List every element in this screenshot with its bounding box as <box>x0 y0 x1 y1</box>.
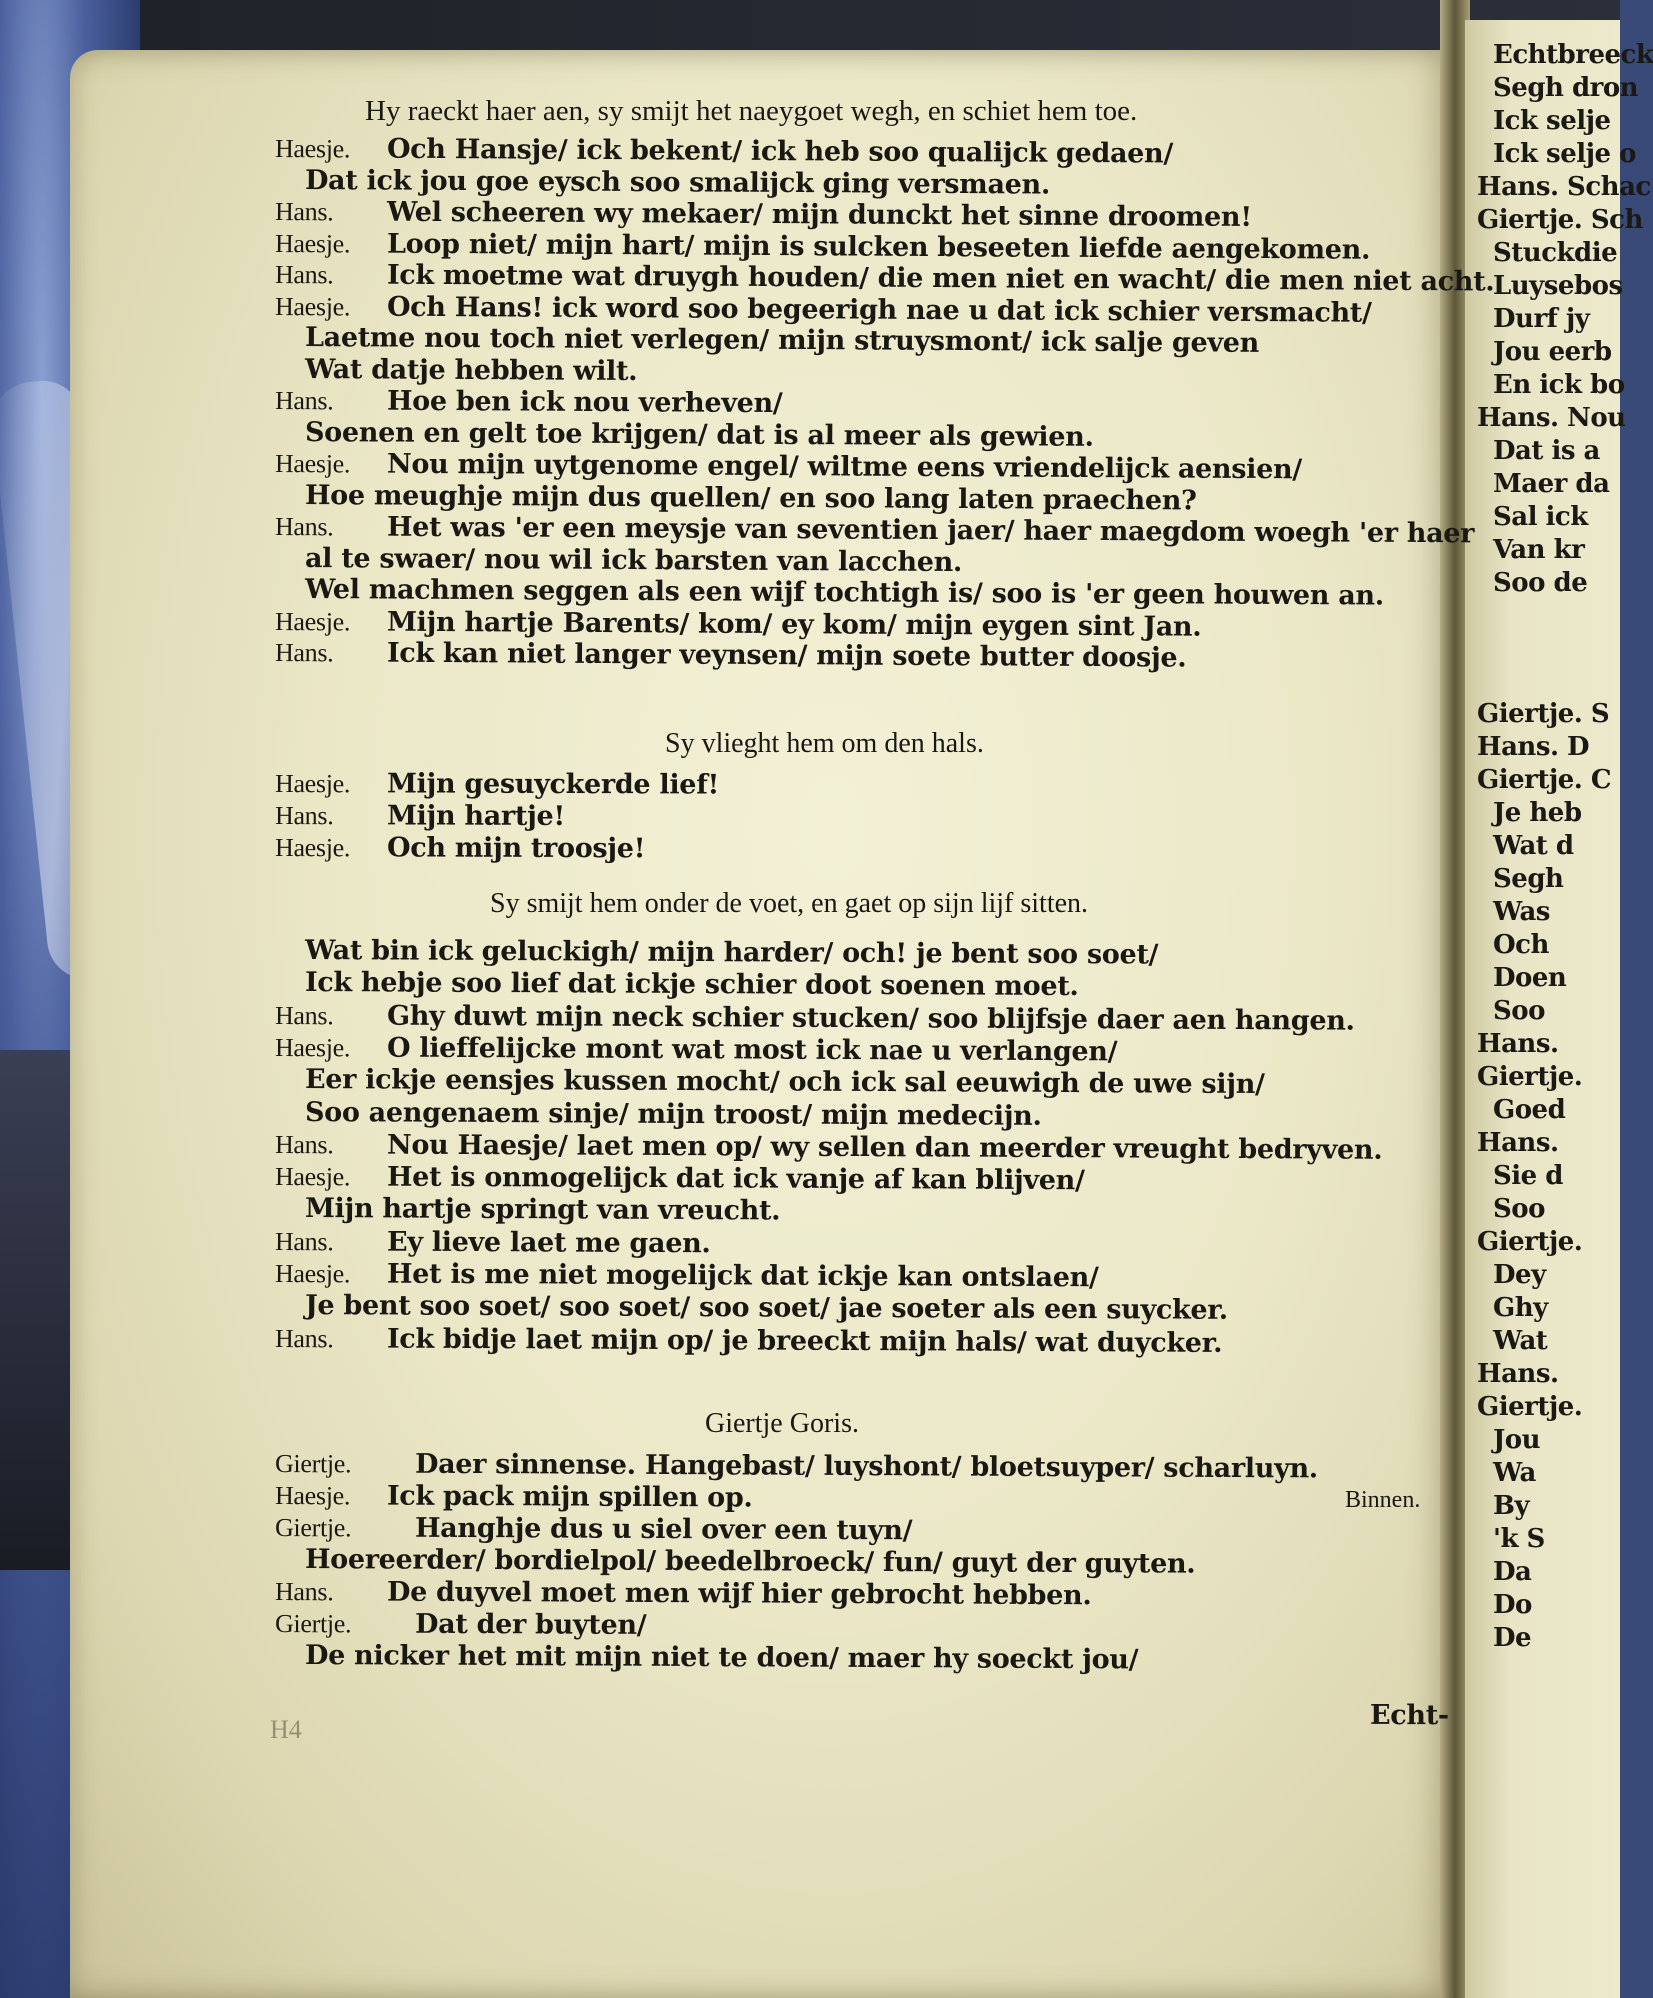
speaker-name: Giertje. <box>274 1609 352 1639</box>
dialogue-line <box>275 1512 912 1546</box>
facing-page-line: Giertje. <box>1477 1062 1583 1092</box>
facing-page-line: Durf jy <box>1493 304 1590 334</box>
side-note: Binnen. <box>1345 1487 1421 1513</box>
speaker-name: Haesje. <box>274 134 351 164</box>
dialogue-line <box>275 637 1187 674</box>
dialogue-line <box>275 1000 1355 1037</box>
speaker-name: Hans. <box>274 197 334 227</box>
verse-text: De nicker het mit mijn niet te doen/ maer hy soeckt jou/ <box>304 1640 1139 1676</box>
facing-page-line: Segh <box>1493 864 1564 894</box>
verse-text: Laetme nou toch niet verlegen/ mijn struysmont/ ick salje geven <box>304 322 1260 359</box>
facing-page-line: Van kr <box>1493 535 1585 565</box>
verse-text: Wel machmen seggen als een wijf tochtigh is/ soo is 'er geen houwen an. <box>304 574 1384 612</box>
catchword-text: Echt- <box>1370 1700 1449 1731</box>
stage-direction: Sy smijt hem onder de voet, en gaet op sijn lijf sitten. <box>490 888 1089 919</box>
verse-text: Och mijn troosje! <box>386 832 646 865</box>
dialogue-line <box>305 480 1197 516</box>
facing-page-line: By <box>1493 1491 1530 1521</box>
facing-page-line: Hans. Nou <box>1477 403 1626 433</box>
verse-text: Hoe ben ick nou verheven/ <box>386 385 783 420</box>
verse-text: Soenen en gelt toe krijgen/ dat is al meer als gewien. <box>304 416 1094 453</box>
verse-text: Mijn hartje! <box>386 800 566 833</box>
verse-text: Hoe meughje mijn dus quellen/ en soo lang laten praechen? <box>304 479 1197 516</box>
signature-mark: H4 <box>270 1715 302 1744</box>
verse-text: Mijn hartje springt van vreucht. <box>304 1193 781 1227</box>
verse-text: Het is onmogelijck dat ick vanje af kan blijven/ <box>386 1161 1085 1197</box>
verse-text: Je bent soo soet/ soo soet/ soo soet/ jae soeter als een suycker. <box>304 1290 1228 1327</box>
speaker-name: Giertje. <box>274 1513 352 1543</box>
dialogue-line <box>275 1129 1383 1166</box>
facing-page-line: Giertje. S <box>1477 699 1610 729</box>
verse-text: Het is me niet mogelijck dat ickje kan ontslaen/ <box>386 1258 1099 1294</box>
facing-page-line: Jou <box>1493 1425 1541 1455</box>
verse-text: O lieffelijcke mont wat most ick nae u verlangen/ <box>386 1032 1118 1068</box>
entrance-heading: Giertje Goris. <box>705 1408 859 1439</box>
verse-text: Dat der buyten/ <box>414 1608 647 1641</box>
speaker-name: Haesje. <box>274 833 351 863</box>
stage-direction: Hy raeckt haer aen, sy smijt het naeygoet wegh, en schiet hem toe. <box>365 95 1138 127</box>
facing-page-line: Doen <box>1493 963 1567 993</box>
speaker-name: Haesje. <box>274 449 351 479</box>
verse-text: Ick hebje soo lief dat ickje schier doot soenen moet. <box>304 967 1079 1003</box>
facing-page-line: Do <box>1493 1590 1532 1620</box>
speaker-name: Haesje. <box>274 228 351 258</box>
dialogue-line <box>275 800 565 832</box>
speaker-name: Hans. <box>274 1226 334 1256</box>
book-page-right <box>1465 20 1653 1998</box>
facing-page-line: Hans. D <box>1477 732 1590 762</box>
speaker-name: Haesje. <box>274 1481 351 1511</box>
facing-page-line: Was <box>1493 897 1550 927</box>
verse-text: Hoereerder/ bordielpol/ beedelbroeck/ fun/ guyt der guyten. <box>304 1544 1196 1580</box>
dialogue-line <box>305 354 638 387</box>
facing-page-line: Wat <box>1493 1326 1548 1356</box>
dialogue-line <box>275 1226 711 1259</box>
dialogue-line <box>305 165 1050 201</box>
facing-page-line: Hans. <box>1477 1359 1559 1389</box>
facing-page-line: Hans. Schac <box>1477 172 1651 202</box>
facing-page-line: Soo <box>1493 996 1545 1026</box>
speaker-name: Hans. <box>274 1000 334 1030</box>
stage-direction: Sy vlieght hem om den hals. <box>665 728 984 759</box>
facing-page-line: Hans. <box>1477 1029 1559 1059</box>
facing-page-line: Sie d <box>1493 1161 1563 1191</box>
dialogue-line <box>275 1258 1099 1293</box>
verse-text: Daer sinnense. Hangebast/ luyshont/ bloetsuyper/ scharluyn. <box>414 1448 1319 1485</box>
speaker-name: Hans. <box>274 801 334 831</box>
facing-page-line: Ick selje o <box>1493 139 1636 169</box>
dialogue-line <box>305 574 1384 612</box>
facing-page-line: Wat d <box>1493 831 1574 861</box>
facing-page-line: Ick selje <box>1493 106 1611 136</box>
dialogue-line <box>275 1161 1085 1196</box>
facing-page-line: Da <box>1493 1557 1532 1587</box>
dialogue-line <box>275 1576 1092 1611</box>
speaker-name: Haesje. <box>274 1162 351 1192</box>
facing-page-line: Je heb <box>1493 798 1582 828</box>
dialogue-line <box>305 1193 780 1226</box>
dialogue-line <box>305 1097 1042 1132</box>
facing-page-line: Soo de <box>1493 568 1588 598</box>
facing-page-line: Giertje. <box>1477 1392 1583 1422</box>
verse-text: Het was 'er een meysje van seventien jaer/ haer maegdom woegh 'er haer <box>386 511 1475 550</box>
verse-text: Nou Haesje/ laet men op/ wy sellen dan meerder vreught bedryven. <box>386 1129 1383 1166</box>
verse-text: Mijn gesuyckerde lief! <box>386 768 720 801</box>
speaker-name: Hans. <box>274 512 334 542</box>
dialogue-line <box>275 196 1252 233</box>
speaker-name: Hans. <box>274 1323 334 1353</box>
verse-text: Ey lieve laet me gaen. <box>386 1226 711 1259</box>
verse-text: De duyvel moet men wijf hier gebrocht hebben. <box>386 1576 1092 1612</box>
dialogue-line <box>275 1448 1318 1484</box>
speaker-name: Hans. <box>274 386 334 416</box>
dialogue-line <box>275 1032 1117 1067</box>
dialogue-line <box>275 1480 753 1514</box>
speaker-name: Hans. <box>274 638 334 668</box>
dialogue-line <box>275 768 719 801</box>
verse-text: Mijn hartje Barents/ kom/ ey kom/ mijn eygen sint Jan. <box>386 606 1202 643</box>
facing-page-line: En ick bo <box>1493 370 1625 400</box>
verse-text: Wat datje hebben wilt. <box>304 353 638 387</box>
facing-page-line: Wa <box>1493 1458 1536 1488</box>
speaker-name: Hans. <box>274 1577 334 1607</box>
facing-page-line: Hans. <box>1477 1128 1559 1158</box>
dialogue-line <box>275 385 783 419</box>
dialogue-line <box>305 1064 1265 1100</box>
verse-text: Eer ickje eensjes kussen mocht/ och ick sal eeuwigh de uwe sijn/ <box>304 1064 1265 1101</box>
verse-text: Wel scheeren wy mekaer/ mijn dunckt het sinne droomen! <box>386 196 1252 233</box>
facing-page-line: Giertje. C <box>1477 765 1612 795</box>
speaker-name: Giertje. <box>274 1449 352 1479</box>
verse-text: Ick pack mijn spillen op. <box>386 1480 753 1514</box>
verse-text: Ghy duwt mijn neck schier stucken/ soo blijfsje daer aen hangen. <box>386 1000 1355 1037</box>
facing-page-line: Luysebos <box>1493 271 1623 301</box>
verse-text: Soo aengenaem sinje/ mijn troost/ mijn medecijn. <box>304 1096 1042 1132</box>
facing-page-line: Och <box>1493 930 1549 960</box>
dialogue-line <box>305 935 1158 970</box>
catchword <box>1370 1700 1449 1731</box>
verse-text: Ick moetme wat druygh houden/ die men niet en wacht/ die men niet acht. <box>386 259 1495 298</box>
facing-page-line: Giertje. Sch <box>1477 205 1643 235</box>
speaker-name: Haesje. <box>274 606 351 636</box>
verse-text: Nou mijn uytgenome engel/ wiltme eens vriendelijck aensien/ <box>386 448 1302 486</box>
dialogue-line <box>305 1640 1138 1675</box>
facing-page-line: Echtbreeck <box>1493 40 1653 70</box>
facing-page-line: Dat is a <box>1493 436 1600 466</box>
facing-page-line: Dey <box>1493 1260 1546 1290</box>
dialogue-line <box>275 832 645 864</box>
verse-text: Wat bin ick geluckigh/ mijn harder/ och! je bent soo soet/ <box>304 935 1159 971</box>
facing-page-line: 'k S <box>1493 1524 1545 1554</box>
speaker-name: Haesje. <box>274 1032 351 1063</box>
dialogue-line <box>275 1323 1222 1359</box>
speaker-name: Hans. <box>274 260 334 290</box>
facing-page-line: Maer da <box>1493 469 1610 499</box>
verse-text: Hanghje dus u siel over een tuyn/ <box>414 1512 913 1547</box>
speaker-name: Hans. <box>274 1129 334 1160</box>
facing-page-line: Sal ick <box>1493 502 1588 532</box>
facing-page-line: Ghy <box>1493 1293 1548 1323</box>
verse-text: Loop niet/ mijn hart/ mijn is sulcken beseeten liefde aengekomen. <box>386 228 1371 266</box>
dialogue-line <box>275 448 1302 485</box>
facing-page-line: Stuckdie <box>1493 238 1618 268</box>
verse-text: Och Hans! ick word soo begeerigh nae u dat ick schier versmacht/ <box>386 291 1372 329</box>
facing-page-line: Goed <box>1493 1095 1566 1125</box>
verse-text: Dat ick jou goe eysch soo smalijck ging versmaen. <box>304 164 1051 201</box>
facing-page-line: Segh dron <box>1493 73 1639 103</box>
facing-page-line: Soo <box>1493 1194 1545 1224</box>
dialogue-line <box>305 1544 1196 1580</box>
dialogue-line <box>275 1608 646 1641</box>
speaker-name: Haesje. <box>274 291 351 321</box>
verse-text: al te swaer/ nou wil ick barsten van lacchen. <box>304 542 963 578</box>
facing-page-line: Jou eerb <box>1493 337 1612 367</box>
dialogue-line <box>305 322 1259 359</box>
dialogue-line <box>305 967 1079 1002</box>
verse-text: Och Hansje/ ick bekent/ ick heb soo qualijck gedaen/ <box>386 133 1174 170</box>
dialogue-line <box>275 133 1173 169</box>
facing-page-line: Giertje. <box>1477 1227 1583 1257</box>
dialogue-line <box>305 417 1094 453</box>
speaker-name: Haesje. <box>274 769 351 799</box>
verse-text: Ick kan niet langer veynsen/ mijn soete butter doosje. <box>386 637 1187 674</box>
facing-page-line: De <box>1493 1623 1532 1653</box>
dialogue-line <box>275 606 1202 643</box>
verse-text: Ick bidje laet mijn op/ je breeckt mijn hals/ wat duycker. <box>386 1323 1223 1359</box>
dialogue-line <box>305 543 962 578</box>
dialogue-line <box>305 1290 1228 1326</box>
speaker-name: Haesje. <box>274 1259 351 1289</box>
